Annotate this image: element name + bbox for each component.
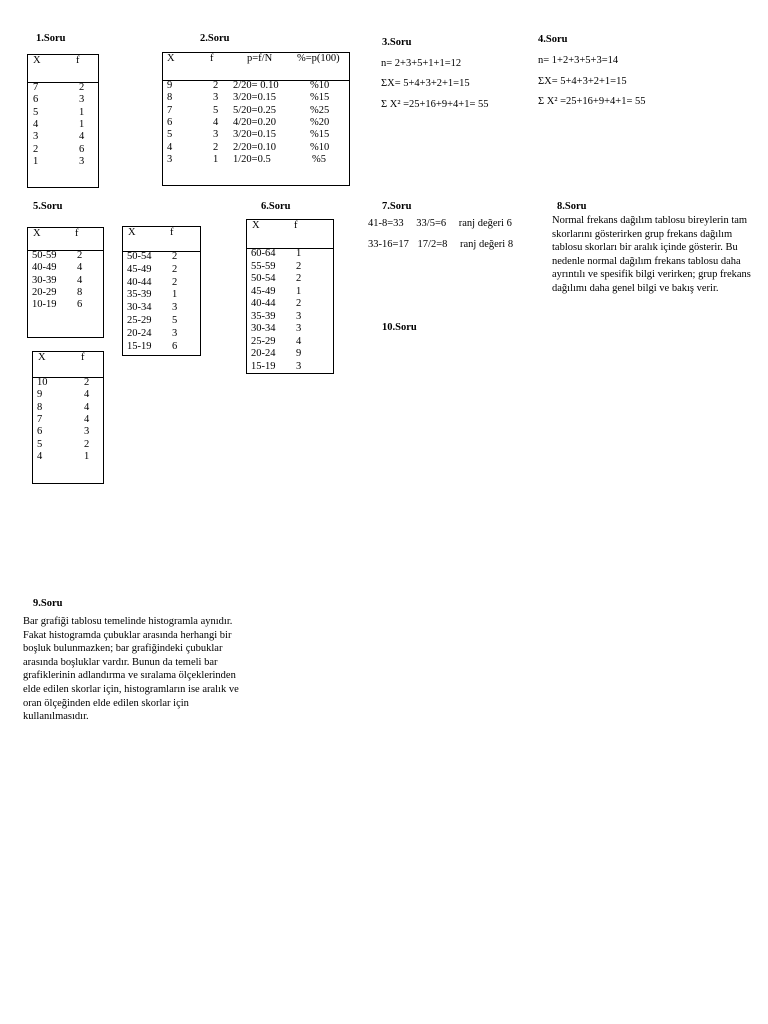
q2-table-header [163,53,349,81]
cell-x: 7 [37,413,43,425]
table-row [123,289,200,301]
q4-title: 4.Soru [538,34,568,45]
cell-p: 3/20=0.15 [233,129,276,141]
cell-f: 4 [84,413,90,425]
cell-percent: %25 [310,104,330,116]
cell-x: 10 [37,377,48,388]
header-p: p=f/N [247,53,273,64]
cell-x: 25-29 [127,315,152,326]
cell-f: 2 [79,82,85,93]
cell-x: 50-54 [251,273,276,284]
table-row [123,251,200,263]
cell-f: 6 [172,340,178,352]
cell-x: 8 [37,401,43,413]
cell-x: 2 [33,143,39,155]
cell-x: 3 [167,153,173,165]
cell-percent: %20 [310,116,330,128]
cell-f: 6 [79,143,85,155]
header-x: X [38,352,46,363]
cell-x: 50-59 [32,250,57,261]
table-row [28,119,98,131]
cell-x: 50-54 [127,251,152,262]
cell-x: 5 [37,438,43,450]
table-row [123,328,200,340]
q1-table-header [28,55,98,83]
cell-x: 40-44 [127,276,152,288]
q4-line-sum-x: ΣX= 5+4+3+2+1=15 [538,76,627,87]
cell-x: 7 [167,104,173,116]
table-row [123,341,200,353]
cell-x: 4 [37,450,43,462]
cell-x: 40-44 [251,298,276,309]
table-row [28,94,98,106]
cell-x: 4 [33,118,39,130]
cell-f: 2 [77,250,83,261]
cell-x: 20-29 [32,286,57,298]
table-row [28,262,103,274]
q7-calc: 41-8=33 [368,218,404,229]
cell-f: 6 [77,299,83,311]
q4-line-n: n= 1+2+3+5+3=14 [538,55,619,66]
cell-f: 4 [79,131,85,143]
cell-f: 4 [213,116,219,128]
cell-f: 1 [79,118,85,130]
cell-p: 5/20=0.25 [233,104,276,116]
header-f: f [76,55,80,66]
cell-x: 30-39 [32,274,57,286]
q6-title: 6.Soru [261,201,291,212]
table-row [163,92,349,104]
table-row [33,426,103,438]
table-row [247,361,333,373]
table-row [28,275,103,287]
header-x: X [128,227,136,238]
cell-x: 6 [33,94,39,106]
cell-f: 2 [172,263,178,275]
table-row [247,298,333,310]
header-x: X [33,55,41,66]
cell-f: 5 [172,315,178,326]
cell-percent: %10 [310,80,330,91]
cell-x: 20-24 [251,348,276,359]
q6-table [246,219,334,374]
cell-f: 4 [77,274,83,286]
q5-table-c [32,351,104,484]
table-row [33,439,103,451]
q7-width: 17/2=8 [417,239,448,250]
q7-line-1 [368,218,512,229]
q8-text: Normal frekans dağılım tablosu bireylerin tam skorlarını gösterirken grup frekans dağılım tablosu skorları bir aralık içinde gösterir. Bu nedenle normal dağılım frekans tablosu daha ayrıntılı ve spesifik bilgi verirken; grup frekans dağılımı daha genel bilgi ve bakış verir. [552,215,751,294]
header-x: X [33,228,41,239]
q10-title: 10.Soru [382,322,417,333]
table-row [28,299,103,311]
q3-line-sum-x: ΣX= 5+4+3+2+1=15 [381,78,470,89]
cell-f: 9 [296,348,302,359]
cell-x: 40-49 [32,262,57,274]
table-row [123,302,200,314]
q3-line-n: n= 2+3+5+1+1=12 [381,58,462,69]
cell-x: 30-34 [251,323,276,334]
q8-title: 8.Soru [557,201,587,212]
cell-x: 10-19 [32,299,57,311]
cell-f: 3 [79,155,85,167]
cell-x: 9 [167,80,173,91]
header-f: f [294,220,298,231]
cell-p: 1/20=0.5 [233,153,271,165]
q7-width: 33/5=6 [416,218,447,229]
table-row [247,348,333,360]
cell-f: 8 [77,286,83,298]
q1-table [27,54,99,188]
cell-x: 15-19 [251,360,276,372]
cell-x: 20-24 [127,327,152,339]
table-row [247,261,333,273]
cell-f: 3 [172,327,178,339]
table-row [28,144,98,156]
q6-table-header [247,220,333,249]
table-row [28,287,103,299]
header-f: f [81,352,85,363]
cell-f: 4 [84,389,90,401]
cell-x: 45-49 [251,285,276,297]
table-row [247,336,333,348]
cell-f: 2 [296,298,302,309]
cell-x: 6 [167,116,173,128]
q7-result: ranj değeri 6 [458,218,512,229]
cell-f: 1 [79,106,85,118]
q7-title: 7.Soru [382,201,412,212]
cell-x: 55-59 [251,260,276,272]
q7-result: ranj değeri 8 [460,239,514,250]
cell-f: 2 [172,276,178,288]
cell-x: 9 [37,389,43,401]
table-row [123,264,200,276]
cell-f: 3 [213,129,219,141]
cell-x: 35-39 [251,310,276,322]
table-row [28,250,103,262]
q7-line-2 [368,239,513,250]
cell-x: 45-49 [127,263,152,275]
cell-f: 1 [296,285,302,297]
q5a-table-header [28,228,103,251]
q2-table [162,52,350,186]
table-row [163,105,349,117]
cell-f: 3 [84,426,90,438]
table-row [247,248,333,260]
cell-x: 7 [33,82,39,93]
cell-f: 3 [296,360,302,372]
q5-table-b [122,226,201,356]
cell-f: 2 [213,80,219,91]
header-x: X [167,53,175,64]
cell-f: 3 [172,302,178,314]
cell-p: 4/20=0.20 [233,116,276,128]
table-row [33,377,103,389]
cell-f: 5 [213,104,219,116]
cell-x: 15-19 [127,340,152,352]
cell-x: 30-34 [127,302,152,314]
table-row [33,402,103,414]
q1-title: 1.Soru [36,33,66,44]
cell-f: 2 [84,438,90,450]
cell-percent: %10 [310,141,330,153]
cell-f: 2 [172,251,178,262]
table-row [247,323,333,335]
q7-calc: 33-16=17 [368,239,409,250]
q5b-table-header [123,227,200,252]
table-row [163,129,349,141]
cell-percent: %15 [310,92,330,104]
cell-x: 1 [33,155,39,167]
table-row [163,80,349,92]
cell-f: 3 [296,323,302,334]
q3-title: 3.Soru [382,37,412,48]
cell-x: 3 [33,131,39,143]
cell-f: 1 [172,289,178,301]
table-row [247,273,333,285]
cell-f: 4 [84,401,90,413]
table-row [247,286,333,298]
table-row [33,414,103,426]
cell-f: 1 [213,153,219,165]
cell-f: 4 [296,335,302,347]
header-percent: %=p(100) [297,53,340,64]
table-row [28,156,98,168]
q2-title: 2.Soru [200,33,230,44]
table-row [33,389,103,401]
cell-x: 25-29 [251,335,276,347]
header-f: f [75,228,79,239]
cell-f: 1 [84,450,90,462]
q5-title: 5.Soru [33,201,63,212]
cell-f: 4 [77,262,83,274]
cell-f: 2 [296,273,302,284]
cell-f: 2 [296,260,302,272]
header-x: X [252,220,260,231]
q9-text: Bar grafiği tablosu temelinde histogramla aynıdır. Fakat histogramda çubuklar arasında herhangi bir boşluk bulunmazken; bar grafiğindeki çubuklar arasında boşluklar vardır. Bunun da temeli bar grafiklerinin adlandırma ve sıralama ölçeklerinden elde edilen skorlar için, histogramların ise aralık ve oran ölçeğinden elde edilen skorlar için kullanılmasıdır. [23,616,239,723]
table-row [123,315,200,327]
cell-x: 4 [167,141,173,153]
table-row [163,142,349,154]
cell-f: 3 [213,92,219,104]
table-row [33,451,103,463]
cell-p: 2/20=0.10 [233,141,276,153]
cell-f: 1 [296,248,302,259]
table-row [163,117,349,129]
cell-f: 2 [84,377,90,388]
header-f: f [170,227,174,238]
table-row [28,82,98,94]
cell-f: 3 [296,310,302,322]
q5-table-a [27,227,104,338]
cell-p: 2/20= 0.10 [233,80,279,91]
cell-f: 3 [79,94,85,106]
table-row [247,311,333,323]
table-row [28,131,98,143]
q5c-table-header [33,352,103,378]
q3-line-sum-x2: Σ X² =25+16+9+4+1= 55 [381,99,489,110]
cell-x: 35-39 [127,289,152,301]
table-row [28,107,98,119]
q9-title: 9.Soru [33,598,63,609]
cell-percent: %15 [310,129,330,141]
header-f: f [210,53,214,64]
cell-f: 2 [213,141,219,153]
cell-x: 5 [167,129,173,141]
cell-x: 60-64 [251,248,276,259]
q4-line-sum-x2: Σ X² =25+16+9+4+1= 55 [538,96,646,107]
table-row [123,277,200,289]
cell-x: 5 [33,106,39,118]
table-row [163,154,349,166]
cell-x: 8 [167,92,173,104]
cell-x: 6 [37,426,43,438]
cell-percent: %5 [312,153,326,165]
cell-p: 3/20=0.15 [233,92,276,104]
